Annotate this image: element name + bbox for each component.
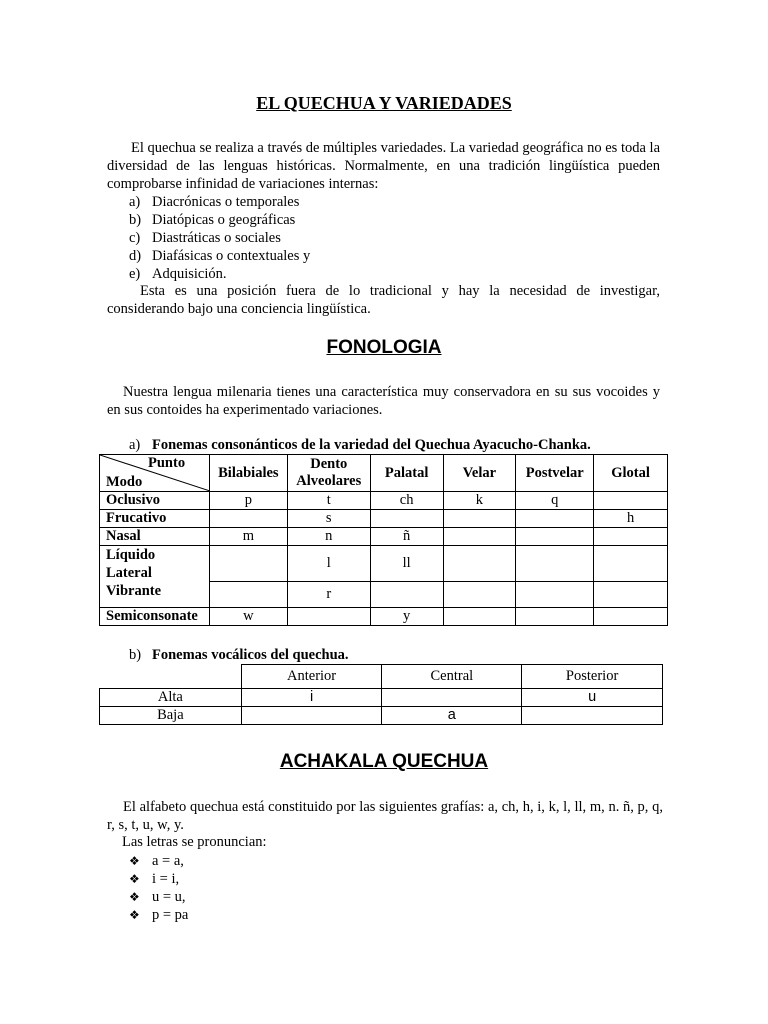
table-cell: n: [287, 528, 370, 546]
vowel-heading-text: Fonemas vocálicos del quechua.: [152, 647, 349, 663]
closing-paragraph: Esta es una posición fuera de lo tradicional y hay la necesidad de investigar, considerando bajo una conciencia lingüística.: [107, 283, 660, 317]
list-item-text: Diastráticas o sociales: [152, 230, 281, 246]
row-label: [100, 546, 210, 608]
consonant-heading-text: Fonemas consonánticos de la variedad del Quechua Ayacucho-Chanka.: [152, 437, 591, 453]
table-cell: a: [382, 707, 522, 725]
list-item-text: Diatópicas o geográficas: [152, 212, 296, 228]
table-cell: [594, 492, 668, 510]
table-cell: [516, 510, 594, 528]
list-marker: a): [129, 194, 141, 210]
list-marker: b): [129, 212, 142, 228]
consonant-table: [99, 454, 668, 626]
table-cell: i: [241, 689, 382, 707]
diamond-bullet-icon: ❖: [129, 908, 140, 922]
table-header-row: [100, 455, 668, 492]
table-cell: [594, 608, 668, 626]
table-row: [100, 510, 668, 528]
pronunciation-lead: Las letras se pronuncian:: [122, 834, 267, 850]
table-cell: [516, 546, 594, 582]
table-cell: [594, 546, 668, 582]
column-header: Anterior: [241, 665, 382, 689]
table-cell: [382, 689, 522, 707]
list-item: [129, 888, 188, 906]
list-item: [129, 852, 188, 870]
table-cell: [209, 582, 287, 608]
table-cell: [370, 510, 443, 528]
list-marker: a): [129, 437, 141, 453]
table-cell: m: [209, 528, 287, 546]
list-item: [129, 193, 310, 211]
table-header-row: [100, 665, 663, 689]
vowel-heading: [129, 647, 349, 664]
table-cell: ñ: [370, 528, 443, 546]
table-cell: [516, 608, 594, 626]
column-header: Postvelar: [516, 455, 594, 492]
list-item: [129, 229, 310, 247]
table-row: [100, 608, 668, 626]
list-marker: b): [129, 647, 142, 663]
list-item-text: Diacrónicas o temporales: [152, 194, 300, 210]
diamond-bullet-icon: ❖: [129, 872, 140, 886]
list-item: [129, 247, 310, 265]
table-cell: [594, 528, 668, 546]
table-row: [100, 528, 668, 546]
pronunciation-list: [129, 852, 188, 924]
column-header: Glotal: [594, 455, 668, 492]
table-cell: p: [209, 492, 287, 510]
table-cell: [516, 528, 594, 546]
alphabet-paragraph: El alfabeto quechua está constituido por las siguientes grafías: a, ch, h, i, k, l, ll, m, n. ñ, p, q, r, s, t, u, w, y.: [107, 799, 663, 833]
table-cell: [287, 608, 370, 626]
table-cell: [443, 582, 516, 608]
column-header: Central: [382, 665, 522, 689]
table-cell: [209, 510, 287, 528]
table-cell: k: [443, 492, 516, 510]
table-cell: ch: [370, 492, 443, 510]
list-item-text: u = u,: [152, 889, 186, 905]
row-label: Alta: [100, 689, 242, 707]
diamond-bullet-icon: ❖: [129, 890, 140, 904]
list-marker: e): [129, 266, 141, 282]
list-item: [129, 211, 310, 229]
table-cell: ll: [370, 546, 443, 582]
corner-label-modo: Modo: [106, 474, 143, 490]
list-item-text: Adquisición.: [152, 266, 227, 282]
empty-corner-cell: [100, 665, 242, 689]
list-marker: c): [129, 230, 141, 246]
table-row: [100, 492, 668, 510]
column-header: Bilabiales: [209, 455, 287, 492]
row-label: Nasal: [100, 528, 210, 546]
list-item: [129, 265, 310, 283]
page-title: EL QUECHUA Y VARIEDADES: [256, 93, 512, 113]
row-label-vibrante: Vibrante: [106, 583, 162, 599]
fonologia-paragraph: Nuestra lengua milenaria tienes una característica muy conservadora en su sus vocoides y en sus contoides ha experimentado variaciones.: [107, 384, 660, 418]
column-header: Palatal: [370, 455, 443, 492]
table-cell: q: [516, 492, 594, 510]
table-cell: [443, 510, 516, 528]
list-item: [129, 906, 188, 924]
table-cell: [443, 546, 516, 582]
variation-list: [129, 193, 310, 283]
section-title-achakala: ACHAKALA QUECHUA: [279, 751, 489, 772]
table-cell: [370, 582, 443, 608]
list-item-text: p = pa: [152, 907, 189, 923]
column-header: Dento Alveolares: [287, 455, 370, 492]
diamond-bullet-icon: ❖: [129, 854, 140, 868]
table-cell: t: [287, 492, 370, 510]
intro-paragraph: El quechua se realiza a través de múltiples variedades. La variedad geográfica no es toda la diversidad de las lenguas históricas. Normalmente, en una tradición lingüística pueden comprobarse infinidad de variaciones internas:: [107, 140, 661, 192]
row-label: Semiconsonate: [100, 608, 210, 626]
list-item-text: a = a,: [152, 853, 184, 869]
list-item-text: Diafásicas o contextuales y: [152, 248, 311, 264]
table-cell: [241, 707, 382, 725]
corner-label-punto: Punto: [148, 455, 186, 471]
table-cell: u: [522, 689, 663, 707]
consonant-heading: [129, 437, 591, 454]
row-label: Oclusivo: [100, 492, 210, 510]
row-label-liquido: Líquido: [106, 547, 156, 563]
table-cell: h: [594, 510, 668, 528]
section-title-fonologia: FONOLOGIA: [326, 337, 442, 358]
table-cell: r: [287, 582, 370, 608]
row-label: Frucativo: [100, 510, 210, 528]
column-header: Velar: [443, 455, 516, 492]
table-cell: [516, 582, 594, 608]
table-cell: [594, 582, 668, 608]
row-label-lateral: Lateral: [106, 565, 152, 581]
list-marker: d): [129, 248, 142, 264]
vowel-table: [99, 664, 663, 725]
table-cell: [522, 707, 663, 725]
column-header: Posterior: [522, 665, 663, 689]
row-label: Baja: [100, 707, 242, 725]
table-cell: [443, 528, 516, 546]
table-row: [100, 546, 668, 582]
list-item-text: i = i,: [152, 871, 180, 887]
list-item: [129, 870, 188, 888]
table-cell: [209, 546, 287, 582]
table-cell: w: [209, 608, 287, 626]
table-cell: s: [287, 510, 370, 528]
table-cell: l: [287, 546, 370, 582]
corner-cell: [100, 455, 210, 492]
table-row: [100, 689, 663, 707]
table-cell: y: [370, 608, 443, 626]
table-cell: [443, 608, 516, 626]
table-row: [100, 707, 663, 725]
